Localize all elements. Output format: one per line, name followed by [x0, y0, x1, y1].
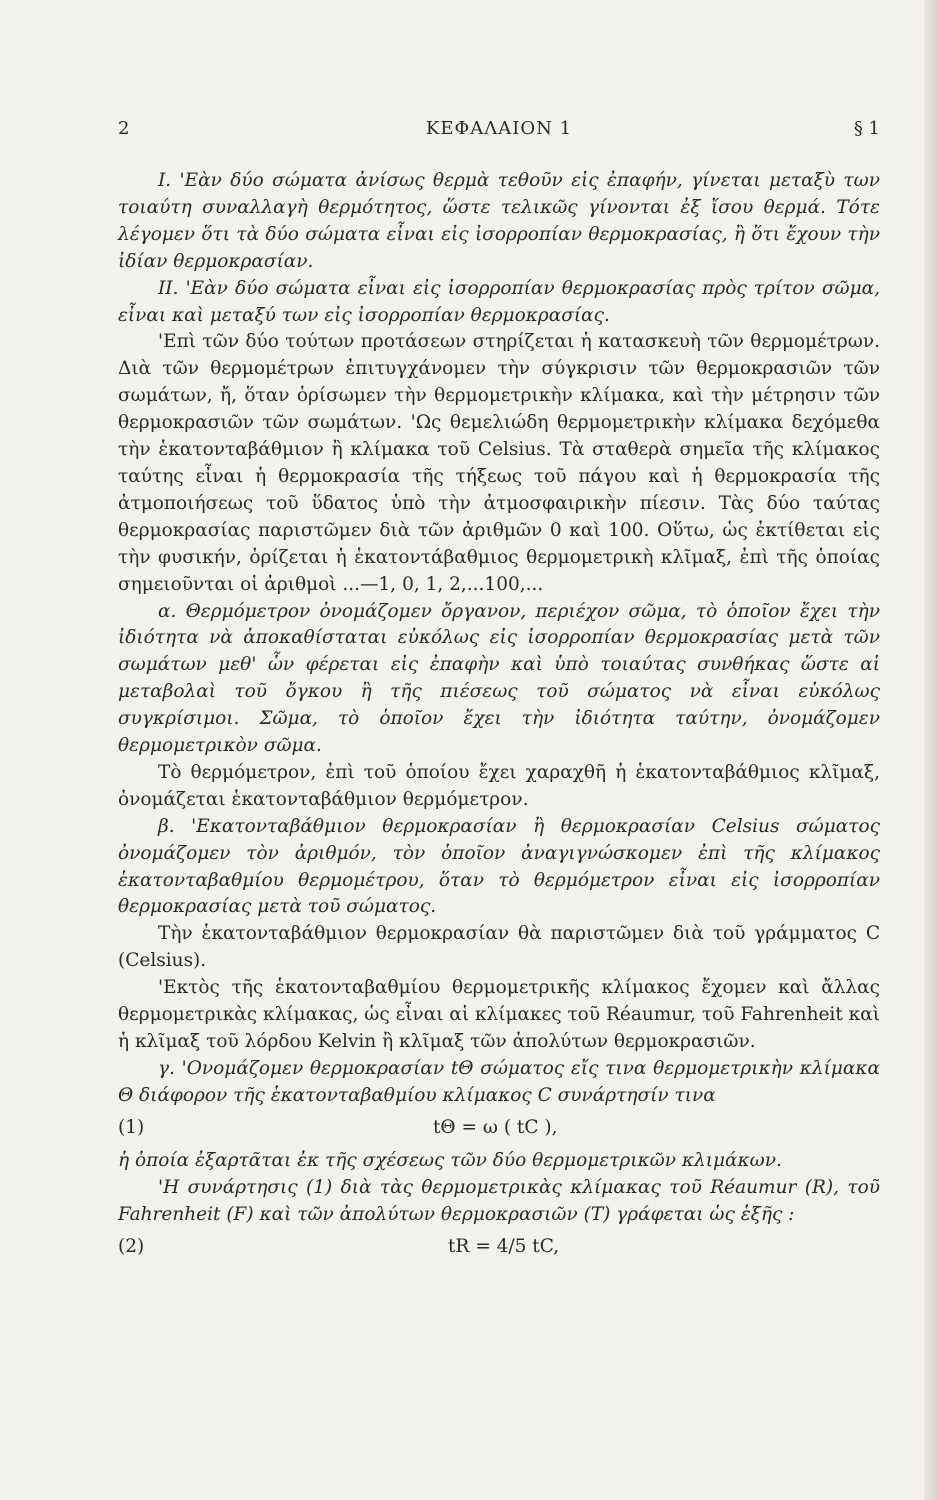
- section-mark: § 1: [853, 118, 880, 139]
- paragraph-symbol-c: Τὴν ἑκατονταβάθμιον θερμοκρασίαν θὰ παριστῶμεν διὰ τοῦ γράμματος C (Celsius).: [118, 923, 880, 972]
- proposition-2: II. 'Εὰν δύο σώματα εἶναι εἰς ἰσορροπίαν θερμοκρασίας πρὸς τρίτον σῶμα, εἶναι καὶ μεταξύ των εἰς ἰσορροπίαν θερμοκρασίας.: [118, 277, 880, 326]
- paragraph-centigrade-thermometer: Τὸ θερμόμετρον, ἐπὶ τοῦ ὁποίου ἔχει χαραχθῆ ἡ ἑκατονταβάθμιος κλῖμαξ, ὀνομάζεται ἑκατονταβάθμιον θερμόμετρον.: [118, 761, 880, 810]
- equation-2-expression: tR = 4/5 tC,: [448, 1235, 560, 1257]
- chapter-title: ΚΕΦΑΛΑΙΟΝ 1: [425, 118, 573, 139]
- equation-1: [118, 1110, 880, 1148]
- paragraph-after-eq1: ἡ ὁποία ἐξαρτᾶται ἐκ τῆς σχέσεως τῶν δύο θερμομετρικῶν κλιμάκων.: [118, 1149, 782, 1171]
- page-header: [118, 118, 880, 148]
- page-body: [118, 168, 880, 1266]
- definition-gamma: γ. 'Ονομάζομεν θερμοκρασίαν tΘ σώματος εἴς τινα θερμομετρικὴν κλίμακα Θ διάφορον τῆς ἑκατονταβαθμίου κλίμακος C συνάρτησίν τινα: [118, 1057, 880, 1106]
- proposition-1: I. 'Εὰν δύο σώματα ἀνίσως θερμὰ τεθοῦν εἰς ἐπαφήν, γίνεται μεταξὺ των τοιαύτη συναλλαγὴ θερμότητος, ὥστε τελικῶς γίνονται ἐξ ἴσου θερμά. Τότε λέγομεν ὅτι τὰ δύο σώματα εἶναι εἰς ἰσορροπίαν θερμοκρασίας, ἢ ὅτι ἔχουν τὴν ἰδίαν θερμοκρασίαν.: [118, 170, 880, 272]
- equation-1-number: (1): [118, 1117, 145, 1139]
- equation-2: [118, 1228, 880, 1266]
- paragraph-other-scales: 'Εκτὸς τῆς ἑκατονταβαθμίου θερμομετρικῆς κλίμακος ἔχομεν καὶ ἄλλας θερμομετρικὰς κλίμακας, ὡς εἶναι αἱ κλίμακες τοῦ Réaumur, τοῦ Fahrenheit καὶ ἡ κλῖμαξ τοῦ λόρδου Kelvin ἢ κλῖμαξ τῶν ἀπολύτων θερμοκρασιῶν.: [118, 977, 880, 1052]
- paragraph-thermometers: 'Επὶ τῶν δύο τούτων προτάσεων στηρίζεται ἡ κατασκευὴ τῶν θερμομέτρων. Διὰ τῶν θερμομέτρων ἐπιτυγχάνομεν τὴν σύγκρισιν τῶν θερμοκρασιῶν τῶν σωμάτων, ἤ, ὅταν ὁρίσωμεν τὴν θερμομετρικὴν κλίμακα, καὶ τὴν μέτρησιν τῶν θερμοκρασιῶν τῶν σωμάτων. 'Ως θεμελιώδη θερμομετρικὴν κλίμακα δεχόμεθα τὴν ἑκατονταβάθμιον ἢ κλίμακα τοῦ Celsius. Τὰ σταθερὰ σημεῖα τῆς κλίμακος ταύτης εἶναι ἡ θερμοκρασία τῆς τήξεως τοῦ πάγου καὶ ἡ θερμοκρασία τῆς ἀτμοποιήσεως τοῦ ὕδατος ὑπὸ τὴν ἀτμοσφαιρικὴν πίεσιν. Τὰς δύο ταύτας θερμοκρασίας παριστῶμεν διὰ τῶν ἀριθμῶν 0 καὶ 100. Οὕτω, ὡς ἐκτίθεται εἰς τὴν φυσικήν, ὁρίζεται ἡ ἑκατοντάβαθμιος θερμομετρικὴ κλῖμαξ, ἐπὶ τῆς ὁποίας σημειοῦνται οἱ ἀριθμοὶ ...—1, 0, 1, 2,...100,...: [118, 331, 880, 595]
- definition-beta: β. 'Εκατονταβάθμιον θερμοκρασίαν ἢ θερμοκρασίαν Celsius σώματος ὀνομάζομεν τὸν ἀριθμόν, τὸν ὁποῖον ἀναγιγνώσκομεν ἐπὶ τῆς κλίμακος ἑκατονταβαθμίου θερμομέτρου, ὅταν τὸ θερμόμετρον εἶναι εἰς ἰσορροπίαν θερμοκρασίας μετὰ τοῦ σώματος.: [118, 815, 880, 918]
- definition-alpha: α. Θερμόμετρον ὀνομάζομεν ὄργανον, περιέχον σῶμα, τὸ ὁποῖον ἔχει τὴν ἰδιότητα νὰ ἀποκαθίσταται εὐκόλως εἰς ἰσορροπίαν θερμοκρασίας μετὰ τῶν σωμάτων μεθ' ὧν φέρεται εἰς ἐπαφὴν καὶ ὑπὸ τοιαύτας συνθήκας ὥστε αἱ μεταβολαὶ τοῦ ὄγκου ἢ τῆς πιέσεως τοῦ σώματος νὰ εἶναι εὐκόλως συγκρίσιμοι. Σῶμα, τὸ ὁποῖον ἔχει τὴν ἰδιότητα ταύτην, ὀνομάζομεν θερμομετρικὸν σῶμα.: [118, 600, 880, 757]
- page-edge: [924, 0, 938, 1500]
- paragraph-before-eq2: 'Η συνάρτησις (1) διὰ τὰς θερμομετρικὰς κλίμακας τοῦ Réaumur (R), τοῦ Fahrenheit (F) καὶ τῶν ἀπολύτων θερμοκρασιῶν (T) γράφεται ὡς ἑξῆς :: [118, 1176, 880, 1225]
- equation-2-number: (2): [118, 1235, 145, 1257]
- page-number: 2: [118, 118, 130, 139]
- equation-1-expression: tΘ = ω ( tC ),: [433, 1117, 558, 1139]
